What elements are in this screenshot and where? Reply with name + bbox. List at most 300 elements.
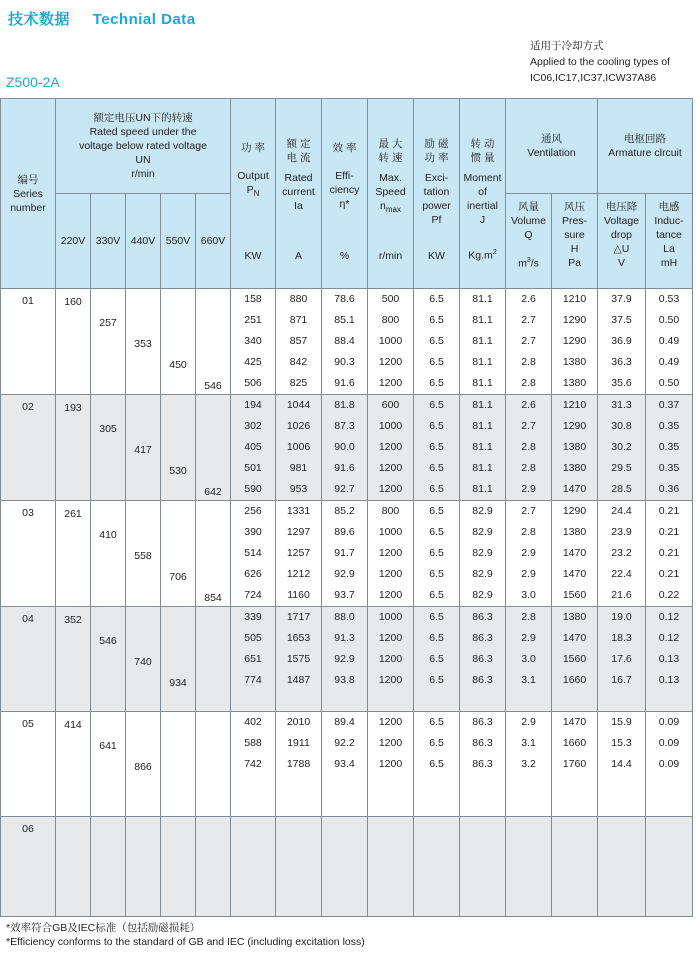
col-moment: [460, 712, 506, 817]
header-rated-speed: 额定电压UN下的转速 Rated speed under the voltage below rated voltage UN r/min: [56, 99, 231, 194]
cell-value: 22.4: [611, 568, 632, 580]
cell-value: 600: [381, 399, 400, 411]
cell-value: 0.09: [658, 737, 680, 749]
table-row: [1, 289, 693, 395]
col-current: [276, 712, 322, 817]
header-voltage-440: 440V: [126, 194, 161, 289]
cell-value: 1717: [286, 611, 311, 623]
cell-value: 2.9: [521, 547, 536, 559]
cell-value: 0.49: [658, 335, 680, 347]
series-group-03: [1, 501, 693, 607]
header-volume: 风量 Volume Q $m^3/s$: [506, 194, 552, 289]
speed-cell: [91, 817, 126, 917]
rated-speed-value: 417: [134, 444, 152, 456]
cell-value: 1200: [378, 462, 403, 474]
cell-value: 1200: [378, 568, 403, 580]
cell-value: 91.3: [334, 632, 355, 644]
cell-value: 6.5: [429, 420, 444, 432]
cell-value: 0.36: [658, 483, 680, 495]
rated-speed-value: 410: [99, 529, 117, 541]
series-group-01: [1, 289, 693, 395]
cell-value: 2.7: [521, 335, 536, 347]
cell-value: 86.3: [472, 653, 493, 665]
cell-value: 1000: [378, 420, 403, 432]
cell-value: 590: [244, 483, 262, 495]
cell-value: 91.6: [334, 462, 355, 474]
header-armature-circuit: 电枢回路 Armature clrcuit: [598, 99, 693, 194]
cell-value: 1210: [562, 293, 587, 305]
cell-value: 1331: [286, 505, 311, 517]
cell-value: 724: [244, 589, 262, 601]
speed-cell: [126, 289, 161, 395]
speed-cell: [161, 395, 196, 501]
cell-value: 774: [244, 674, 262, 686]
cell-value: 1026: [286, 420, 311, 432]
cell-value: 0.37: [658, 399, 680, 411]
cell-value: 1470: [562, 716, 587, 728]
col-inductance: [646, 817, 693, 917]
cell-value: 86.3: [472, 611, 493, 623]
speed-cell: [196, 607, 231, 712]
col-max-speed: [368, 712, 414, 817]
cell-value: 86.3: [472, 716, 493, 728]
cell-value: 1200: [378, 737, 403, 749]
col-voltage-drop: [598, 712, 646, 817]
cell-value: 3.0: [521, 653, 536, 665]
cell-value: 2.8: [521, 611, 536, 623]
cell-value: 1210: [562, 399, 587, 411]
cell-value: 6.5: [429, 716, 444, 728]
cell-value: 2.8: [521, 356, 536, 368]
cell-value: 0.21: [658, 568, 680, 580]
cell-value: 506: [244, 377, 262, 389]
col-inductance: [646, 501, 693, 607]
rated-speed-value: 706: [169, 571, 187, 583]
col-output: [231, 395, 276, 501]
cell-value: 500: [381, 293, 400, 305]
cell-value: 0.50: [658, 377, 680, 389]
rated-speed-value: 641: [99, 740, 117, 752]
cell-value: 981: [289, 462, 308, 474]
rated-speed-value: 353: [134, 338, 152, 350]
col-excitation: [414, 501, 460, 607]
cell-value: 1788: [286, 758, 311, 770]
cell-value: 6.5: [429, 505, 444, 517]
col-output: [231, 712, 276, 817]
cell-value: 1290: [562, 335, 587, 347]
cell-value: 339: [244, 611, 262, 623]
cell-value: 1380: [562, 526, 587, 538]
header-voltage-220: 220V: [56, 194, 91, 289]
rated-speed-value: 257: [99, 317, 117, 329]
cell-value: 36.3: [611, 356, 632, 368]
col-pressure: [552, 607, 598, 712]
cell-value: 81.1: [472, 335, 493, 347]
col-excitation: [414, 817, 460, 917]
cell-value: 86.3: [472, 737, 493, 749]
cell-value: 81.1: [472, 314, 493, 326]
series-number: 01: [1, 289, 56, 395]
cell-value: 81.1: [472, 462, 493, 474]
cell-value: 2.8: [521, 441, 536, 453]
col-pressure: [552, 817, 598, 917]
cell-value: 390: [244, 526, 262, 538]
cell-value: 82.9: [472, 547, 493, 559]
cell-value: 6.5: [429, 568, 444, 580]
cell-value: 3.2: [521, 758, 536, 770]
cell-value: 651: [244, 653, 262, 665]
cell-value: 1380: [562, 441, 587, 453]
cell-value: 402: [244, 716, 262, 728]
col-output: [231, 501, 276, 607]
header-efficiency: 效 率 Effi- ciency η* %: [322, 99, 368, 289]
cell-value: 0.09: [658, 716, 680, 728]
cell-value: 1257: [286, 547, 311, 559]
cell-value: 91.6: [334, 377, 355, 389]
col-pressure: [552, 289, 598, 395]
cell-value: 24.4: [611, 505, 632, 517]
cell-value: 92.2: [334, 737, 355, 749]
cell-value: 501: [244, 462, 262, 474]
cell-value: 1297: [286, 526, 311, 538]
cell-value: 0.13: [658, 674, 680, 686]
cell-value: 2.8: [521, 526, 536, 538]
cell-value: 0.21: [658, 505, 680, 517]
rated-speed-value: 414: [64, 719, 82, 731]
col-inductance: [646, 289, 693, 395]
rated-speed-value: 261: [64, 508, 82, 520]
speed-cell: [196, 501, 231, 607]
cell-value: 2.9: [521, 568, 536, 580]
col-max-speed: [368, 817, 414, 917]
cell-value: 2.7: [521, 505, 536, 517]
cell-value: 588: [244, 737, 262, 749]
cell-value: 6.5: [429, 547, 444, 559]
cell-value: 0.21: [658, 526, 680, 538]
cell-value: 0.12: [658, 611, 680, 623]
series-group-05: [1, 712, 693, 817]
cell-value: 81.1: [472, 377, 493, 389]
speed-cell: [126, 712, 161, 817]
col-volume: [506, 395, 552, 501]
cell-value: 93.7: [334, 589, 355, 601]
col-current: [276, 817, 322, 917]
col-volume: [506, 817, 552, 917]
speed-cell: [56, 289, 91, 395]
cell-value: 1000: [378, 526, 403, 538]
rated-speed-value: 193: [64, 402, 82, 414]
cell-value: 1044: [286, 399, 311, 411]
cell-value: 2.6: [521, 293, 536, 305]
header-max-speed: 最 大 转 速 Max. Speed $n_{max}$ r/min: [368, 99, 414, 289]
cell-value: 37.5: [611, 314, 632, 326]
series-number: 03: [1, 501, 56, 607]
series-number: 02: [1, 395, 56, 501]
series-number: 04: [1, 607, 56, 712]
cell-value: 16.7: [611, 674, 632, 686]
cell-value: 6.5: [429, 758, 444, 770]
table-row: [1, 501, 693, 607]
title-en: Technial Data: [92, 11, 196, 28]
cell-value: 81.1: [472, 420, 493, 432]
col-volume: [506, 289, 552, 395]
cell-value: 1660: [562, 737, 587, 749]
header-voltage-drop: 电压降 Voltage drop △U V: [598, 194, 646, 289]
cooling-types-note: [530, 38, 670, 86]
speed-cell: [91, 289, 126, 395]
col-inductance: [646, 712, 693, 817]
cell-value: 1200: [378, 632, 403, 644]
cell-value: 85.2: [334, 505, 355, 517]
speed-cell: [91, 712, 126, 817]
cell-value: 3.0: [521, 589, 536, 601]
cell-value: 0.49: [658, 356, 680, 368]
col-max-speed: [368, 607, 414, 712]
cell-value: 92.9: [334, 653, 355, 665]
cell-value: 1560: [562, 653, 587, 665]
cell-value: 89.6: [334, 526, 355, 538]
model-name: Z500-2A: [6, 74, 60, 90]
cell-value: 425: [244, 356, 262, 368]
cell-value: 1911: [287, 737, 310, 749]
col-current: [276, 289, 322, 395]
cell-value: 825: [289, 377, 308, 389]
speed-cell: [56, 712, 91, 817]
cell-value: 92.7: [334, 483, 355, 495]
footnote-cn: *效率符合GB及IEC标准（包括励磁损耗）: [6, 922, 201, 934]
col-moment: [460, 395, 506, 501]
cell-value: 0.09: [658, 758, 680, 770]
header-voltage-330: 330V: [91, 194, 126, 289]
cell-value: 1470: [562, 547, 587, 559]
series-number: 05: [1, 712, 56, 817]
speed-cell: [126, 501, 161, 607]
rated-speed-value: 530: [169, 465, 187, 477]
table-row: [1, 395, 693, 501]
cell-value: 6.5: [429, 335, 444, 347]
speed-cell: [56, 607, 91, 712]
cell-value: 35.6: [611, 377, 632, 389]
speed-cell: [161, 289, 196, 395]
rated-speed-value: 934: [169, 677, 187, 689]
speed-cell: [161, 817, 196, 917]
series-group-02: [1, 395, 693, 501]
cell-value: 2.7: [521, 420, 536, 432]
cell-value: 93.8: [334, 674, 355, 686]
col-moment: [460, 607, 506, 712]
col-inductance: [646, 395, 693, 501]
cell-value: 6.5: [429, 526, 444, 538]
cell-value: 2010: [286, 716, 311, 728]
col-excitation: [414, 395, 460, 501]
cell-value: 1575: [286, 653, 311, 665]
cell-value: 1200: [378, 356, 403, 368]
cell-value: 1200: [378, 589, 403, 601]
cell-value: 18.3: [611, 632, 632, 644]
header-voltage-660: 660V: [196, 194, 231, 289]
cell-value: 81.8: [334, 399, 355, 411]
cell-value: 15.9: [611, 716, 632, 728]
cell-value: 30.8: [611, 420, 632, 432]
cell-value: 1470: [562, 632, 587, 644]
cell-value: 82.9: [472, 505, 493, 517]
cell-value: 78.6: [334, 293, 355, 305]
cell-value: 1760: [562, 758, 587, 770]
cell-value: 90.3: [334, 356, 355, 368]
series-group-04: [1, 607, 693, 712]
cell-value: 17.6: [611, 653, 632, 665]
cell-value: 0.35: [658, 441, 680, 453]
series-group-06: [1, 817, 693, 917]
applied-en-1: Applied to the cooling types of: [530, 56, 671, 68]
cell-value: 6.5: [429, 737, 444, 749]
col-current: [276, 607, 322, 712]
cell-value: 1160: [287, 589, 310, 601]
cell-value: 6.5: [429, 399, 444, 411]
speed-cell: [126, 817, 161, 917]
cell-value: 81.1: [472, 483, 493, 495]
cell-value: 1006: [286, 441, 311, 453]
cell-value: 2.6: [521, 399, 536, 411]
cell-value: 0.21: [658, 547, 680, 559]
speed-cell: [196, 289, 231, 395]
speed-cell: [56, 817, 91, 917]
rated-speed-value: 305: [99, 423, 117, 435]
cell-value: 256: [244, 505, 262, 517]
rated-speed-value: 352: [64, 614, 82, 626]
cell-value: 0.13: [658, 653, 680, 665]
col-output: [231, 607, 276, 712]
cell-value: 0.50: [658, 314, 680, 326]
col-voltage-drop: [598, 817, 646, 917]
cell-value: 93.4: [334, 758, 355, 770]
header-inductance: 电感 Induc- tance La mH: [646, 194, 693, 289]
cell-value: 1200: [378, 674, 403, 686]
speed-cell: [56, 501, 91, 607]
cell-value: 15.3: [611, 737, 632, 749]
cell-value: 81.1: [472, 356, 493, 368]
cell-value: 81.1: [472, 441, 493, 453]
cell-value: 1380: [562, 356, 587, 368]
col-volume: [506, 607, 552, 712]
cell-value: 742: [244, 758, 262, 770]
cell-value: 6.5: [429, 483, 444, 495]
col-inductance: [646, 607, 693, 712]
cell-value: 31.3: [611, 399, 632, 411]
speed-cell: [196, 395, 231, 501]
cell-value: 23.9: [611, 526, 632, 538]
cell-value: 6.5: [429, 377, 444, 389]
applied-en-2: IC06,IC17,IC37,ICW37A86: [530, 72, 657, 84]
cell-value: 1200: [378, 758, 403, 770]
speed-cell: [126, 395, 161, 501]
cell-value: 6.5: [429, 293, 444, 305]
cell-value: 81.1: [472, 293, 493, 305]
rated-speed-value: 866: [134, 761, 152, 773]
speed-cell: [126, 607, 161, 712]
cell-value: 6.5: [429, 611, 444, 623]
col-volume: [506, 501, 552, 607]
speed-cell: [91, 395, 126, 501]
col-current: [276, 501, 322, 607]
rated-speed-value: 740: [134, 656, 152, 668]
cell-value: 81.1: [472, 399, 493, 411]
cell-value: 2.9: [521, 632, 536, 644]
cell-value: 82.9: [472, 568, 493, 580]
cell-value: 86.3: [472, 674, 493, 686]
applied-cn: 适用于冷却方式: [530, 40, 604, 52]
cell-value: 19.0: [611, 611, 632, 623]
col-efficiency: [322, 712, 368, 817]
cell-value: 30.2: [611, 441, 632, 453]
cell-value: 2.8: [521, 377, 536, 389]
header-excitation-power: 励 磁 功 率 Exci- tation power Pf KW: [414, 99, 460, 289]
cell-value: 1487: [286, 674, 311, 686]
cell-value: 82.9: [472, 526, 493, 538]
cell-value: 0.12: [658, 632, 680, 644]
cell-value: 842: [289, 356, 308, 368]
cell-value: 6.5: [429, 632, 444, 644]
cell-value: 6.5: [429, 653, 444, 665]
cell-value: 1290: [562, 505, 587, 517]
col-max-speed: [368, 501, 414, 607]
cell-value: 23.2: [611, 547, 632, 559]
cell-value: 2.8: [521, 462, 536, 474]
cell-value: 3.1: [521, 674, 536, 686]
cell-value: 90.0: [334, 441, 355, 453]
speed-cell: [196, 712, 231, 817]
cell-value: 92.9: [334, 568, 355, 580]
rated-speed-value: 546: [204, 380, 222, 392]
cell-value: 88.0: [334, 611, 355, 623]
cell-value: 1200: [378, 547, 403, 559]
cell-value: 800: [381, 505, 400, 517]
table-row: [1, 712, 693, 817]
col-current: [276, 395, 322, 501]
col-excitation: [414, 712, 460, 817]
speed-cell: [91, 607, 126, 712]
col-moment: [460, 501, 506, 607]
cell-value: 505: [244, 632, 262, 644]
cell-value: 29.5: [611, 462, 632, 474]
cell-value: 0.35: [658, 462, 680, 474]
cell-value: 158: [244, 293, 262, 305]
rated-speed-value: 450: [169, 359, 187, 371]
cell-value: 14.4: [611, 758, 632, 770]
cell-value: 1000: [378, 335, 403, 347]
cell-value: 36.9: [611, 335, 632, 347]
cell-value: 302: [244, 420, 262, 432]
cell-value: 6.5: [429, 441, 444, 453]
cell-value: 405: [244, 441, 262, 453]
cell-value: 1200: [378, 483, 403, 495]
cell-value: 1380: [562, 462, 587, 474]
cell-value: 1200: [378, 377, 403, 389]
cell-value: 340: [244, 335, 262, 347]
title-cn: 技术数据: [8, 11, 71, 28]
speed-cell: [91, 501, 126, 607]
col-efficiency: [322, 501, 368, 607]
col-efficiency: [322, 817, 368, 917]
cell-value: 3.1: [521, 737, 536, 749]
cell-value: 1200: [378, 441, 403, 453]
page-title: [8, 8, 196, 29]
table-header: [1, 99, 693, 289]
cell-value: 953: [289, 483, 308, 495]
header-pressure: 风压 Pres- sure H Pa: [552, 194, 598, 289]
cell-value: 0.53: [658, 293, 680, 305]
speed-cell: [161, 501, 196, 607]
